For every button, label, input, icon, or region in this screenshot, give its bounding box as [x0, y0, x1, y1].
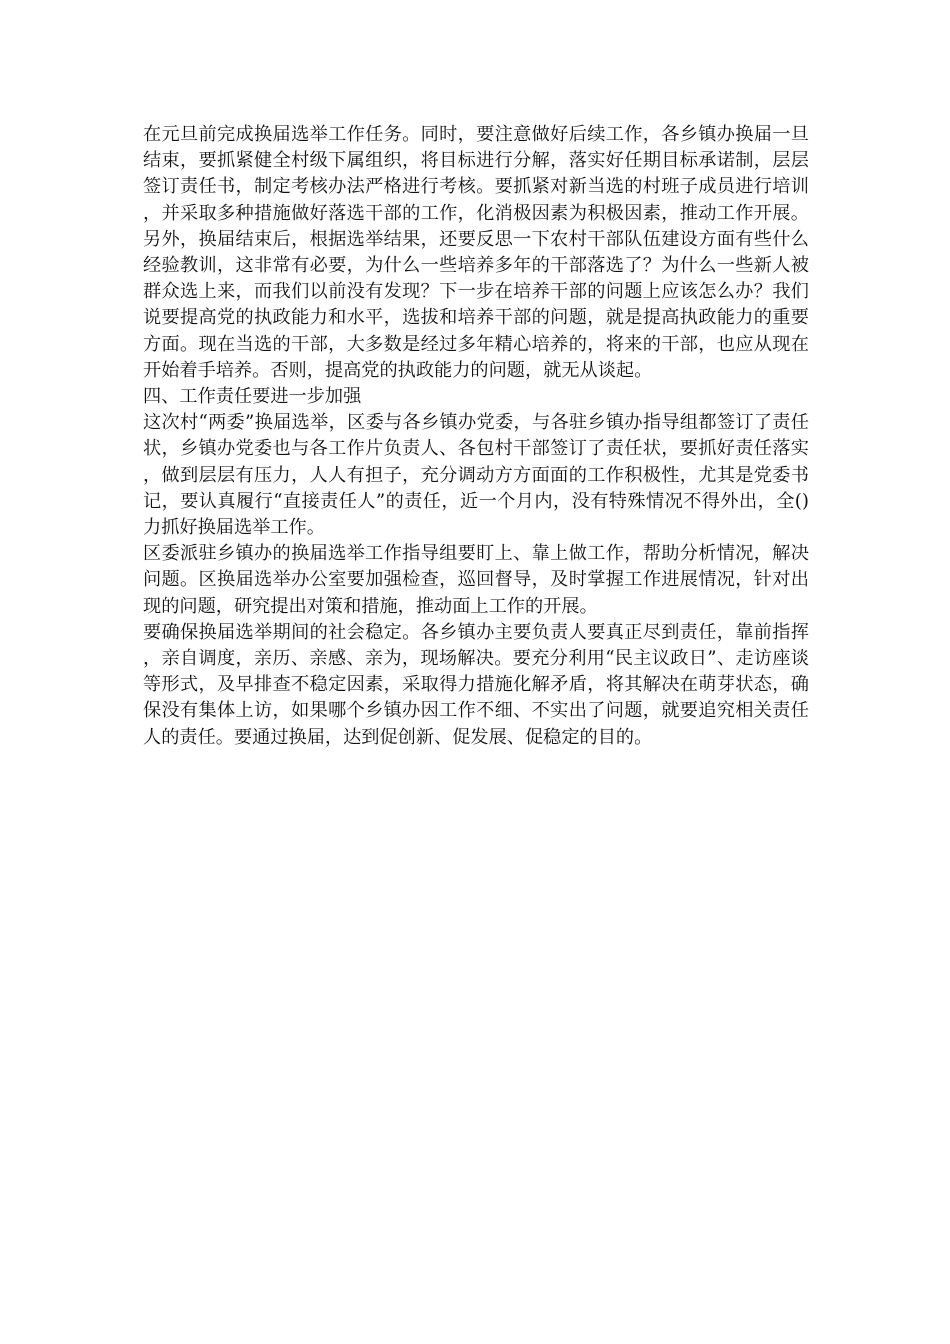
- paragraph-2: 这次村“两委”换届选举，区委与各乡镇办党委，与各驻乡镇办指导组都签订了责任状，乡镇办党委也与各工作片负责人、各包村干部签订了责任状，要抓好责任落实，做到层层有压力，人人有担子，充分调动方方面面的工作积极性，尤其是党委书记，要认真履行“直接责任人”的责任，近一个月内，没有特殊情况不得外出，全()力抓好换届选举工作。: [143, 412, 809, 539]
- paragraph-1: 在元旦前完成换届选举工作任务。同时，要注意做好后续工作，各乡镇办换届一旦结束，要抓紧健全村级下属组织，将目标进行分解，落实好任期目标承诺制，层层签订责任书，制定考核办法严格进行考核。要抓紧对新当选的村班子成员进行培训，并采取多种措施做好落选干部的工作，化消极因素为积极因素，推动工作开展。另外，换届结束后，根据选举结果，还要反思一下农村干部队伍建设方面有些什么经验教训，这非常有必要，为什么一些培养多年的干部落选了？为什么一些新人被群众选上来，而我们以前没有发现？下一步在培养干部的问题上应该怎么办？我们说要提高党的执政能力和水平，选拔和培养干部的问题，就是提高执政能力的重要方面。现在当选的干部，大多数是经过多年精心培养的，将来的干部，也应从现在开始着手培养。否则，提高党的执政能力的问题，就无从谈起。: [143, 124, 809, 381]
- section-heading: 四、工作责任要进一步加强: [143, 386, 362, 408]
- paragraph-4: 要确保换届选举期间的社会稳定。各乡镇办主要负责人要真正尽到责任，靠前指挥，亲自调度，亲历、亲感、亲为，现场解决。要充分利用“民主议政日”、走访座谈等形式，及早排查不稳定因素，采取得力措施化解矛盾，将其解决在萌芽状态，确保没有集体上访，如果哪个乡镇办因工作不细、不实出了问题，就要追究相关责任人的责任。要通过换届，达到促创新、促发展、促稳定的目的。: [143, 621, 809, 748]
- paragraph-3: 区委派驻乡镇办的换届选举工作指导组要盯上、靠上做工作，帮助分析情况，解决问题。区换届选举办公室要加强检查，巡回督导，及时掌握工作进展情况，针对出现的问题，研究提出对策和措施，推动面上工作的开展。: [143, 543, 809, 617]
- document-page: [143, 122, 809, 751]
